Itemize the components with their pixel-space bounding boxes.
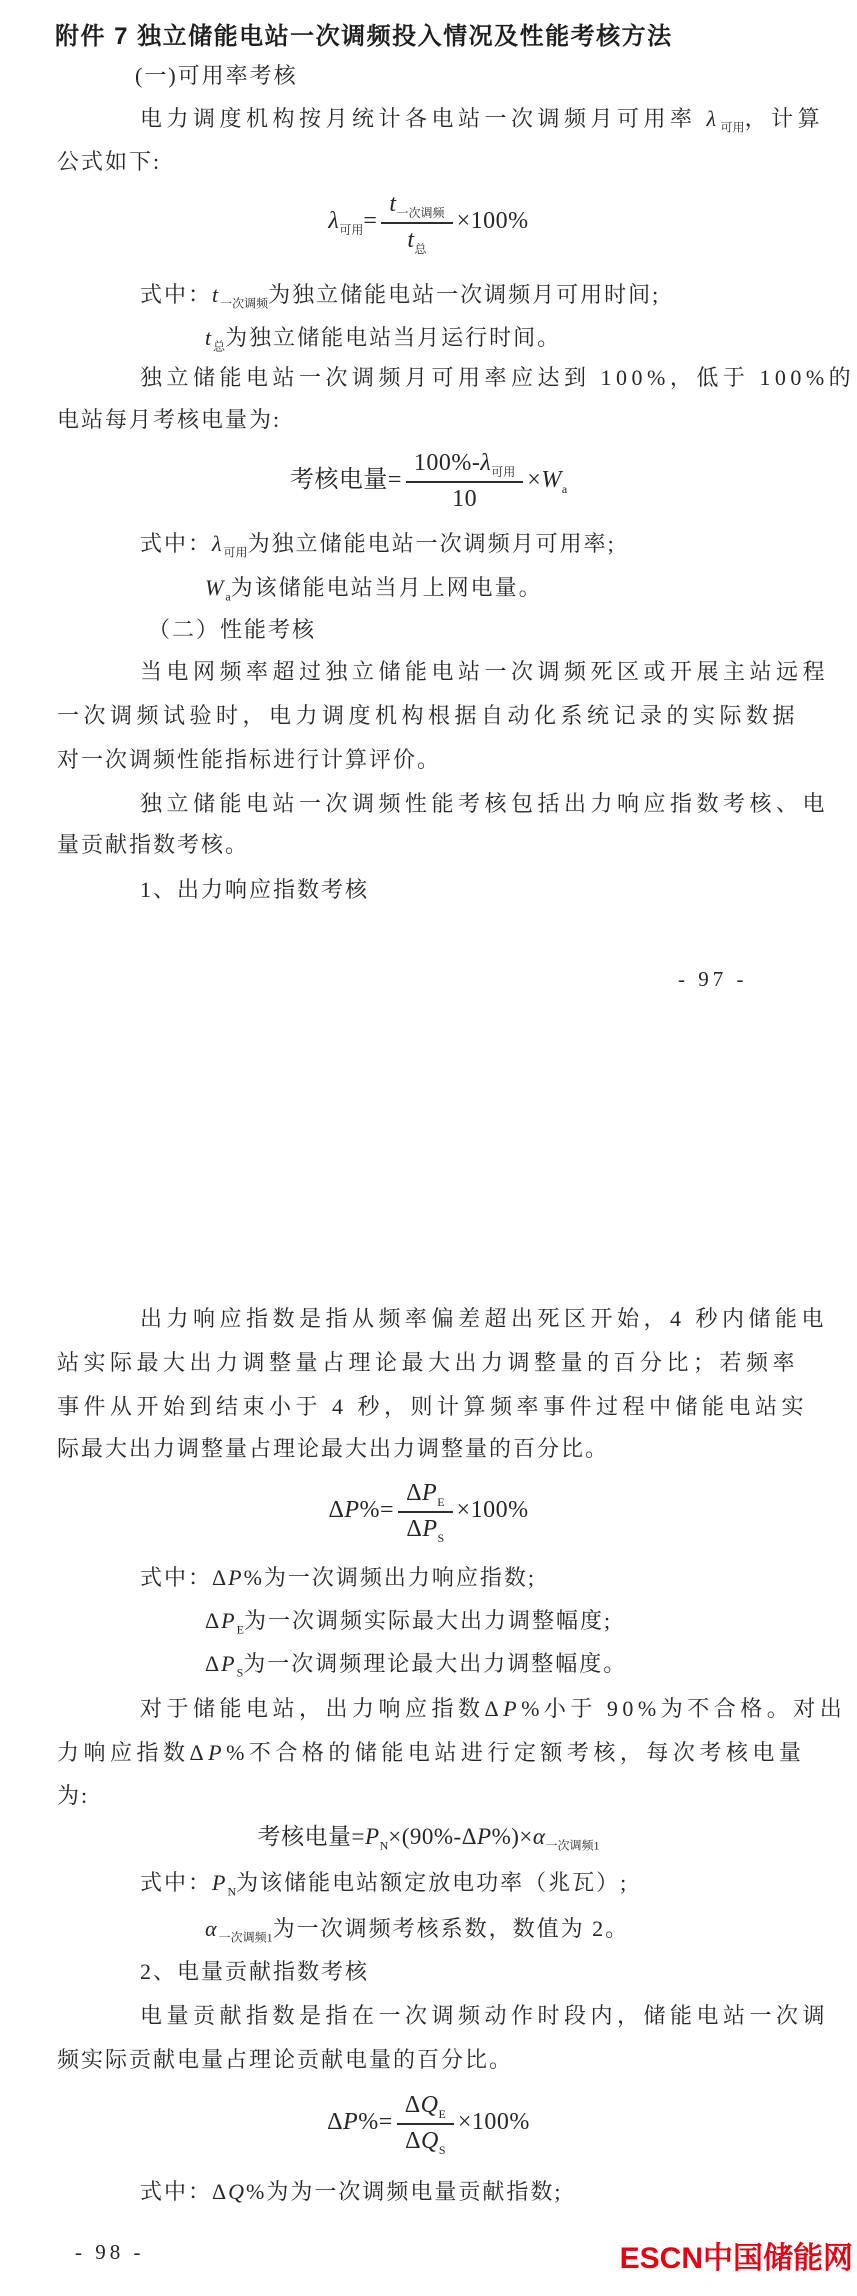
heading-output-response-index: 1、出力响应指数考核 xyxy=(140,877,370,902)
para-line: 电站每月考核电量为: xyxy=(57,407,282,432)
para-line: 对一次调频性能指标进行计算评价。 xyxy=(57,747,442,772)
heading-availability-assessment: (一)可用率考核 xyxy=(135,63,298,88)
para-line: 电力调度机构按月统计各电站一次调频月可用率 $\lambda_{可用}$，计算 xyxy=(140,106,825,135)
formula-energy-contribution-index: ΔP%= $\frac{\Delta Q_E}{\Delta Q_S}$ ×100% xyxy=(327,2092,530,2157)
formula-quota-assessed-energy: 考核电量$=P_N\times(90\%-\Delta P\%)\times\alpha_{一次调频1}$ xyxy=(257,1824,600,1853)
para-line: 独立储能电站一次调频月可用率应达到 100%，低于 100%的 xyxy=(140,365,856,390)
para-line: 对于储能电站，出力响应指数ΔP%小于 90%为不合格。对出 xyxy=(140,1696,847,1721)
escn-logo-latin: ESCN xyxy=(619,2242,703,2275)
formula-monthly-assessed-energy: 考核电量= $\frac{100\%-\lambda_{可用}}{10}$ $\times W_a$ xyxy=(289,450,568,512)
para-line: 际最大出力调整量占理论最大出力调整量的百分比。 xyxy=(57,1436,610,1461)
para-line: $\alpha_{一次调频1}$为一次调频考核系数，数值为 2。 xyxy=(205,1916,630,1945)
para-line: 电量贡献指数是指在一次调频动作时段内，储能电站一次调 xyxy=(140,2003,830,2028)
para-line: 式中：$\lambda_{可用}$为独立储能电站一次调频月可用率; xyxy=(140,531,616,560)
para-line: 频实际贡献电量占理论贡献电量的百分比。 xyxy=(57,2047,514,2072)
para-line: 式中：ΔP%为一次调频出力响应指数; xyxy=(140,1565,537,1590)
para-line: 式中：$t_{一次调频}$为独立储能电站一次调频月可用时间; xyxy=(140,282,661,311)
para-line: 一次调频试验时，电力调度机构根据自动化系统记录的实际数据 xyxy=(57,703,800,728)
heading-performance-assessment: （二）性能考核 xyxy=(148,617,317,642)
page-number-97: - 97 - xyxy=(678,967,748,991)
para-line: 出力响应指数是指从频率偏差超出死区开始，4 秒内储能电 xyxy=(140,1306,829,1331)
para-line: 式中：$P_N$为该储能电站额定放电功率（兆瓦）; xyxy=(140,1870,629,1899)
escn-logo-chinese: 中国储能网 xyxy=(703,2242,853,2275)
para-line: $\Delta P_E$为一次调频实际最大出力调整幅度; xyxy=(205,1608,613,1637)
para-line: 公式如下: xyxy=(57,149,162,174)
formula-output-response-index: ΔP%= $\frac{\Delta P_E}{\Delta P_S}$ ×100% xyxy=(328,1480,529,1545)
formula-availability-rate: $\lambda_{可用}=$ $\frac{t_{一次调频}}{t_总}$ ×100% xyxy=(328,191,529,256)
attachment-title: 附件 7 独立储能电站一次调频投入情况及性能考核方法 xyxy=(55,23,673,50)
para-line: 独立储能电站一次调频性能考核包括出力响应指数考核、电 xyxy=(140,791,830,816)
para-line: 量贡献指数考核。 xyxy=(57,832,250,857)
para-line: 事件从开始到结束小于 4 秒，则计算频率事件过程中储能电站实 xyxy=(57,1394,809,1419)
para-line: 站实际最大出力调整量占理论最大出力调整量的百分比；若频率 xyxy=(57,1350,800,1375)
para-line: 为: xyxy=(57,1783,90,1808)
page-number-98: - 98 - xyxy=(75,2240,145,2264)
para-line: $t_总$为独立储能电站当月运行时间。 xyxy=(205,325,562,354)
para-line: 当电网频率超过独立储能电站一次调频死区或开展主站远程 xyxy=(140,659,830,684)
para-line: $W_a$为该储能电站当月上网电量。 xyxy=(205,575,543,604)
para-line: $\Delta P_S$为一次调频理论最大出力调整幅度。 xyxy=(205,1651,628,1680)
escn-logo xyxy=(620,2233,853,2277)
para-line: 力响应指数ΔP%不合格的储能电站进行定额考核，每次考核电量 xyxy=(57,1740,806,1765)
heading-energy-contribution-index: 2、电量贡献指数考核 xyxy=(140,1959,370,1984)
para-line: 式中：ΔQ%为为一次调频电量贡献指数; xyxy=(140,2179,563,2204)
